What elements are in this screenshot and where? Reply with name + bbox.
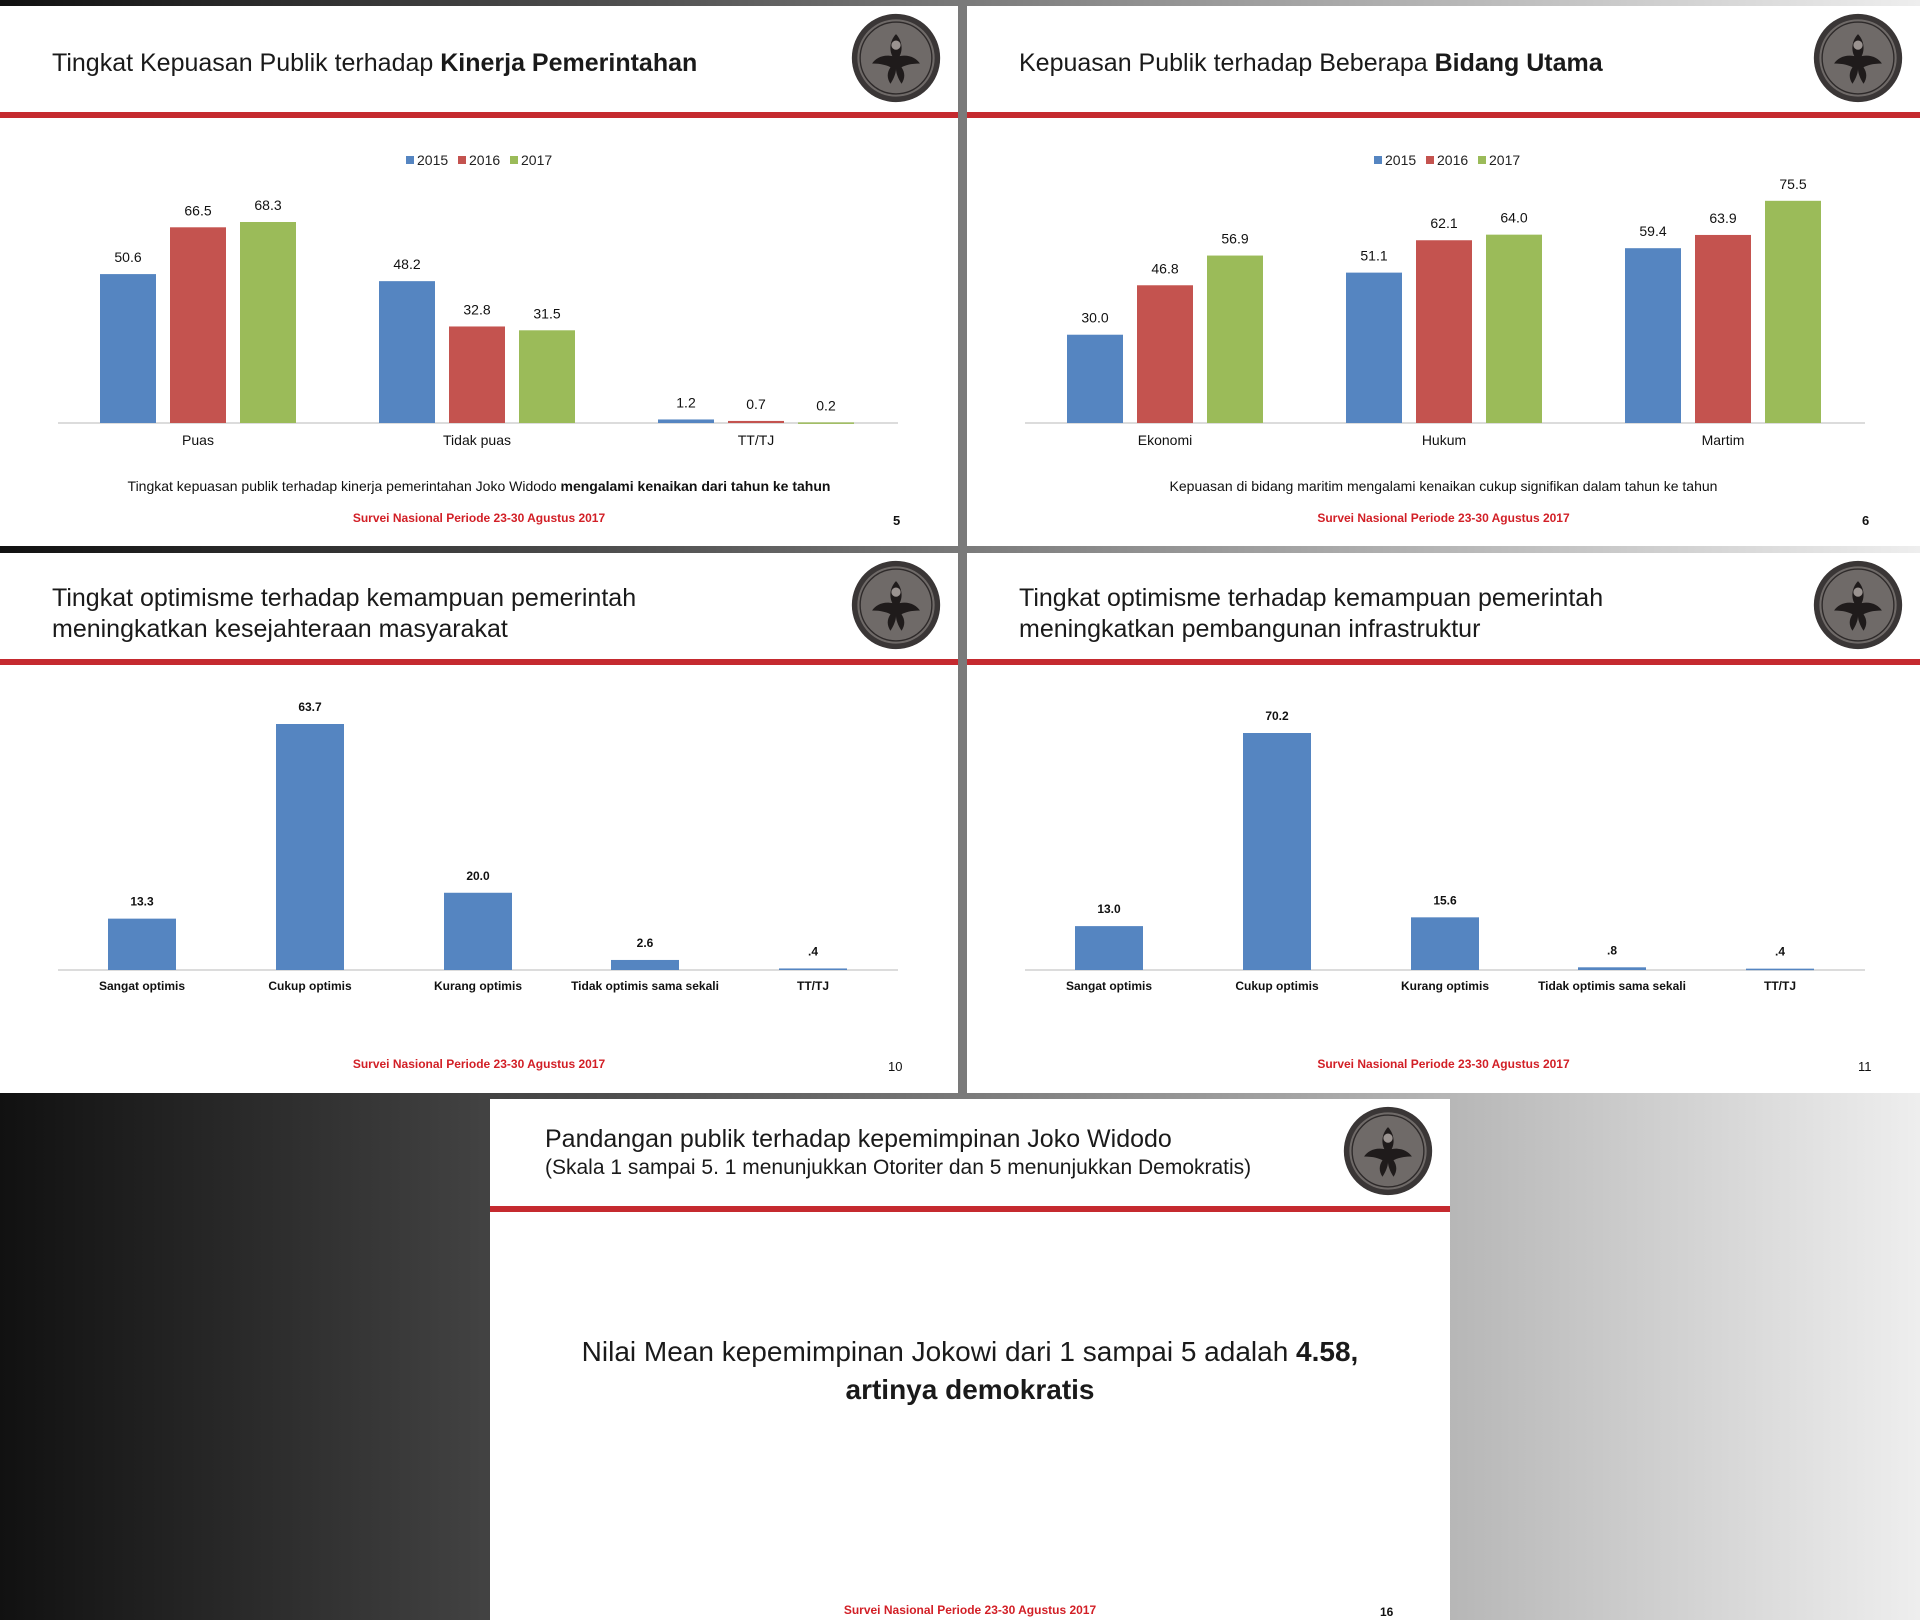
slide-kinerja-pemerintahan xyxy=(0,6,958,546)
garuda-head xyxy=(1383,1134,1392,1143)
category-label: Puas xyxy=(182,432,214,448)
category-label: Kurang optimis xyxy=(1400,979,1490,993)
bar-1 xyxy=(276,724,344,970)
slide-optimisme-kesejahteraan xyxy=(0,553,958,1093)
data-label: 15.6 xyxy=(1433,893,1457,908)
legend-label: 2015 xyxy=(417,152,449,168)
category-label: TT/TJ xyxy=(797,979,829,993)
bar-2 xyxy=(444,893,512,970)
bar-3 xyxy=(1578,967,1646,970)
title-rule xyxy=(490,1206,1450,1212)
category-label: Tidak puas xyxy=(443,432,511,448)
data-label: 13.3 xyxy=(130,894,154,909)
category-label: Sangat optimis xyxy=(98,979,186,993)
slide-title: Kepuasan Publik terhadap Beberapa Bidang Utama xyxy=(1019,49,1603,77)
category-label: Ekonomi xyxy=(1137,432,1193,448)
bar-2016-0 xyxy=(170,227,226,423)
slide-title: Tingkat optimisme terhadap kemampuan pemerintah meningkatkan kesejahteraan masyarakat xyxy=(52,584,637,643)
slide-title: Tingkat optimisme terhadap kemampuan pemerintah meningkatkan pembangunan infrastruktur xyxy=(1019,584,1604,643)
slide-caption: Kepuasan di bidang maritim mengalami kenaikan cukup signifikan dalam tahun ke tahun xyxy=(1169,478,1718,494)
legend-swatch xyxy=(406,156,414,164)
data-label: 56.9 xyxy=(1221,230,1249,247)
bar-2016-2 xyxy=(1695,235,1751,423)
bar-4 xyxy=(1746,969,1814,971)
data-label: 30.0 xyxy=(1081,309,1109,326)
data-label: .4 xyxy=(807,944,819,959)
data-label: 0.7 xyxy=(746,395,766,412)
data-label: 50.6 xyxy=(114,249,142,266)
legend-swatch xyxy=(1426,156,1434,164)
slide-kepemimpinan xyxy=(490,1099,1450,1620)
legend-label: 2016 xyxy=(1437,152,1469,168)
bar-3 xyxy=(611,960,679,970)
data-label: .8 xyxy=(1606,943,1618,958)
bar-2017-1 xyxy=(519,330,575,423)
bar-0 xyxy=(1075,926,1143,970)
data-label: 51.1 xyxy=(1360,247,1388,264)
bar-2017-2 xyxy=(798,422,854,424)
chart-infrastruktur xyxy=(967,553,1920,1093)
bar-2017-0 xyxy=(1207,256,1263,423)
data-label: 59.4 xyxy=(1639,223,1667,240)
data-label: 63.7 xyxy=(298,700,322,714)
data-label: 20.0 xyxy=(466,868,490,883)
legend-swatch xyxy=(1478,156,1486,164)
category-label: Martim xyxy=(1701,432,1745,448)
category-label: Sangat optimis xyxy=(1065,979,1153,993)
bar-2015-1 xyxy=(379,281,435,423)
data-label: 75.5 xyxy=(1779,175,1807,192)
bar-0 xyxy=(108,919,176,970)
bar-2017-1 xyxy=(1486,235,1542,423)
chart-bidang xyxy=(967,6,1920,546)
bar-2016-1 xyxy=(449,326,505,423)
data-label: 2.6 xyxy=(636,935,654,950)
survey-footer: Survei Nasional Periode 23-30 Agustus 2017 xyxy=(1317,511,1570,525)
data-label: 66.5 xyxy=(184,202,212,219)
slide-optimisme-infrastruktur xyxy=(967,553,1920,1093)
chart-kesejahteraan xyxy=(0,553,958,1093)
page-number: 10 xyxy=(888,1059,903,1074)
chart-legend xyxy=(406,152,552,168)
category-label: TT/TJ xyxy=(1764,979,1796,993)
legend-swatch xyxy=(510,156,518,164)
page-number: 6 xyxy=(1862,513,1870,528)
mean-statement: Nilai Mean kepemimpinan Jokowi dari 1 sampai 5 adalah 4.58, artinya demokratis xyxy=(581,1336,1359,1405)
data-label: 13.0 xyxy=(1097,902,1121,917)
data-label: 63.9 xyxy=(1709,209,1737,226)
legend-swatch xyxy=(458,156,466,164)
survey-footer: Survei Nasional Periode 23-30 Agustus 2017 xyxy=(1317,1057,1570,1071)
data-label: .4 xyxy=(1774,944,1786,959)
data-label: 32.8 xyxy=(463,301,491,318)
page-number: 11 xyxy=(1858,1059,1872,1074)
chart-kinerja xyxy=(0,6,958,546)
data-label: 31.5 xyxy=(533,305,561,322)
garuda-seal-icon xyxy=(1342,1105,1434,1197)
category-label: Hukum xyxy=(1421,432,1467,448)
data-label: 1.2 xyxy=(676,394,696,411)
category-label: TT/TJ xyxy=(737,432,775,448)
bar-2015-2 xyxy=(1625,248,1681,423)
category-label: Cukup optimis xyxy=(268,979,352,993)
chart-legend xyxy=(1374,152,1520,168)
bar-2015-1 xyxy=(1346,273,1402,423)
legend-swatch xyxy=(1374,156,1382,164)
bar-2015-0 xyxy=(1067,335,1123,423)
bar-2017-0 xyxy=(240,222,296,423)
survey-footer: Survei Nasional Periode 23-30 Agustus 2017 xyxy=(843,1603,1097,1617)
category-label: Tidak optimis sama sekali xyxy=(571,979,719,993)
legend-label: 2017 xyxy=(1489,152,1521,168)
category-label: Tidak optimis sama sekali xyxy=(1538,979,1686,993)
data-label: 0.2 xyxy=(816,397,836,414)
slide-caption: Tingkat kepuasan publik terhadap kinerja pemerintahan Joko Widodo mengalami kenaikan dari tahun ke tahun xyxy=(127,478,831,494)
bar-1 xyxy=(1243,733,1311,970)
bar-2016-0 xyxy=(1137,285,1193,423)
bar-2 xyxy=(1411,917,1479,970)
data-label: 70.2 xyxy=(1265,709,1289,723)
page-number: 5 xyxy=(893,513,901,528)
bar-4 xyxy=(779,968,847,970)
bar-2016-1 xyxy=(1416,240,1472,423)
data-label: 46.8 xyxy=(1151,260,1179,277)
category-label: Kurang optimis xyxy=(433,979,523,993)
bar-2016-2 xyxy=(728,421,784,423)
legend-label: 2015 xyxy=(1385,152,1417,168)
data-label: 62.1 xyxy=(1430,215,1458,232)
bar-2015-2 xyxy=(658,419,714,423)
legend-label: 2017 xyxy=(521,152,553,168)
legend-label: 2016 xyxy=(469,152,501,168)
data-label: 68.3 xyxy=(254,197,282,213)
bar-2017-2 xyxy=(1765,201,1821,423)
survey-footer: Survei Nasional Periode 23-30 Agustus 2017 xyxy=(352,511,606,525)
page-number: 16 xyxy=(1380,1605,1394,1619)
survey-footer: Survei Nasional Periode 23-30 Agustus 2017 xyxy=(352,1057,606,1071)
slide-title: Tingkat Kepuasan Publik terhadap Kinerja Pemerintahan xyxy=(52,49,698,77)
bar-2015-0 xyxy=(100,274,156,423)
data-label: 48.2 xyxy=(393,256,421,273)
slide-title: Pandangan publik terhadap kepemimpinan Joko Widodo (Skala 1 sampai 5. 1 menunjukkan Otoriter dan 5 menunjukkan Demokratis) xyxy=(545,1125,1252,1179)
data-label: 64.0 xyxy=(1500,209,1528,226)
category-label: Cukup optimis xyxy=(1235,979,1319,993)
slide-bidang-utama xyxy=(967,6,1920,546)
